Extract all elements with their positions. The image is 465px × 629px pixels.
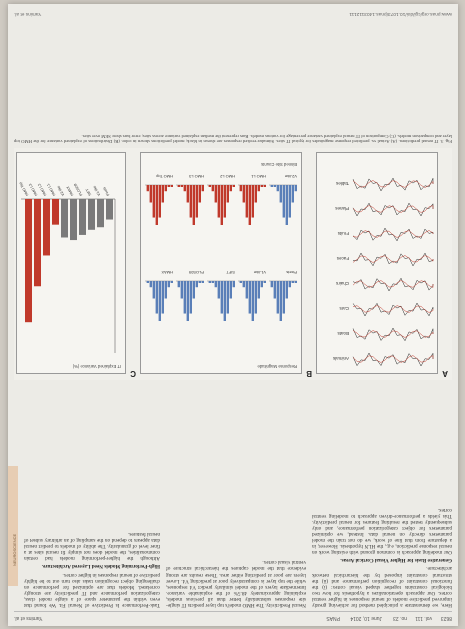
bar-label: HMO Top [18, 181, 30, 197]
histogram-bar [283, 281, 285, 314]
histogram-bar [246, 281, 248, 299]
histogram-bar [227, 281, 229, 314]
bar-label: Pixels [102, 186, 111, 197]
category-label: Faces [336, 256, 349, 261]
journal-date: June 10, 2014 [350, 615, 382, 621]
histogram-bar [153, 281, 155, 299]
histogram-bar [295, 281, 297, 283]
histogram-bar [168, 185, 170, 187]
explained-variance-chart [17, 159, 125, 359]
histogram-bar [181, 185, 183, 187]
histogram-bar [224, 281, 226, 321]
variance-bar [79, 199, 86, 235]
category-label: Cars [339, 306, 349, 311]
histogram-bar [184, 185, 186, 191]
histogram-bar [292, 185, 294, 203]
histogram-bar [150, 185, 152, 203]
histogram-bar [215, 281, 217, 287]
model-trace [353, 356, 433, 363]
histogram-bar [212, 281, 214, 283]
bar-label: HMO L1 [46, 182, 57, 197]
histograms [141, 159, 301, 359]
variance-bar [43, 199, 50, 255]
text-column-left [312, 384, 452, 608]
histogram-bar [224, 185, 226, 218]
histogram-bar [264, 185, 266, 187]
variance-bar [34, 199, 41, 286]
histogram-bar [181, 281, 183, 299]
histogram-bar [252, 281, 254, 321]
histogram-bar [209, 185, 211, 187]
histogram-bar [221, 185, 223, 225]
histogram-bar [202, 185, 204, 191]
text-column-middle [166, 384, 306, 608]
section-heading: High-Performing Models Need Layered Architecture. [41, 563, 160, 570]
panel-b [140, 152, 302, 374]
paragraph: Here, we demonstrate a principled method for achieving greatly improved predictive models of neural responses in higher ventral cortex. Our approach operationalizes a hypothesis for how two biological constraints together shaped visual cortex: (i) the functional constraint of recognition performance and (ii) the structural constraint imposed by the hierarchical network architecture. [312, 565, 452, 608]
neural-trace [353, 178, 433, 191]
histogram-bar [271, 185, 273, 187]
histogram-bar [258, 185, 260, 191]
panel-a [316, 152, 438, 374]
histogram-bar [209, 281, 211, 283]
panel-label-b: B [306, 369, 312, 378]
section-tab [8, 466, 18, 586]
histogram-bar [286, 185, 288, 225]
panel-label-c: C [130, 369, 136, 378]
category-label: Planes [335, 206, 349, 211]
histogram-bar [274, 185, 276, 187]
histogram-label: SIFT [226, 270, 235, 275]
chart-title: IT Explained Variance (%) [72, 364, 121, 369]
paragraph: Our modeling approach is common ground with existing work on neural response prediction, e.g., the HLN hypothesis. However, in a departure from that line of work, we do not train the model parameters directly on neural data. Instead, we optimized parameters for object categorization performance, and only subsequently tested the resulting features for neural predictivity. This yields a performance-driven approach to modeling ventral cortex. [312, 506, 452, 556]
journal-name: PNAS [326, 615, 340, 621]
page-header [14, 611, 452, 624]
model-trace [353, 181, 433, 188]
histogram-label: HMO L3 [189, 174, 204, 179]
histogram-bar [243, 185, 245, 203]
panel-b-footer: Binned Site Counts [261, 162, 297, 167]
category-label: Boats [337, 331, 349, 336]
bar-label: V2-like [56, 184, 66, 197]
variance-bar [70, 199, 77, 240]
histogram-bar [277, 281, 279, 314]
histogram-bar [246, 185, 248, 218]
histogram-bar [159, 281, 161, 321]
variance-bar [97, 199, 104, 227]
neural-trace [353, 253, 433, 266]
histogram-bar [190, 281, 192, 314]
section-heading: Generative Basis for Higher Visual Cortical Areas. [340, 557, 452, 564]
panel-label-a: A [442, 369, 448, 378]
histogram-label: HMAX [161, 270, 173, 275]
panel-b-title: Response Magnitude [257, 364, 297, 369]
paragraph: Task-Performance Is Predictive of Neural Fit. We found that even within the parameter space of a single model class, categorization performance and IT predictivity are strongly correlated. Models that are optimized for performance on challenging object recognition tasks also turn out to be highly predictive of neural responses in higher cortex. [24, 571, 160, 608]
panel-c [16, 152, 126, 374]
histogram-bar [255, 281, 257, 314]
bar-label: V1-like [92, 184, 102, 197]
histogram-bar [196, 281, 198, 287]
footer-author: Yamins et al. [14, 11, 42, 16]
histogram-label: PLOS09 [188, 270, 204, 275]
histogram-bar [261, 185, 263, 187]
histogram-bar [187, 281, 189, 321]
variance-bar [61, 199, 68, 238]
category-label: Chairs [335, 281, 349, 286]
histogram-bar [168, 281, 170, 287]
figure-caption: Fig. 3. IT neural predictions. (A) Actual vs. predicted response magnitudes for typical IT sites. Stimulus-evoked responses are shown in black; model predictions shown in color. (B) Distributions of explained variance for the HMO top layer and comparison models. (C) Comparison of IT neural explained variance percentage for various models. Bars represent the median explained variance across sites; error bars show SEM over sites. [14, 133, 452, 144]
running-author: Yamins et al. [14, 615, 43, 621]
model-trace [353, 256, 433, 263]
figure-3 [14, 148, 452, 380]
histogram-bar [233, 185, 235, 187]
histogram-bar [162, 185, 164, 203]
histogram-bar [190, 185, 192, 218]
histogram-bar [218, 185, 220, 218]
paragraph: Although the higher-performing models had certain commonalities, the model does not simply fit neural sites at a finer level of granularity. The ability of models to predict neural data appears to depend on the sampling of an arbitrary subset of neural features. [24, 530, 160, 562]
histogram-bar [153, 185, 155, 218]
histogram-bar [178, 281, 180, 287]
histogram-bar [289, 281, 291, 287]
histogram-bar [240, 281, 242, 283]
histogram-bar [264, 281, 266, 283]
bar-label: HMAX [65, 185, 75, 197]
histogram-bar [212, 185, 214, 191]
neural-trace [353, 353, 433, 366]
histogram-bar [280, 281, 282, 321]
histogram-bar [156, 185, 158, 225]
histogram-bar [277, 185, 279, 191]
histogram-bar [286, 281, 288, 299]
histogram-bar [249, 281, 251, 314]
text-column-right [24, 384, 160, 608]
histogram-label: Pixels [286, 270, 297, 275]
histogram-bar [283, 185, 285, 218]
histogram-bar [156, 281, 158, 314]
section-tab-label: NEUROSCIENCE [12, 533, 17, 566]
histogram-bar [243, 281, 245, 287]
histogram-bar [165, 185, 167, 191]
variance-bar [88, 199, 95, 230]
histogram-bar [218, 281, 220, 299]
model-trace [353, 331, 433, 338]
model-trace [353, 206, 433, 213]
histogram-bar [199, 281, 201, 283]
histogram-label: V1-like [253, 270, 266, 275]
histogram-bar [150, 281, 152, 287]
page-footer [14, 8, 452, 18]
histogram-bar [147, 185, 149, 191]
category-label: Fruits [337, 231, 349, 236]
histogram-bar [292, 281, 294, 283]
histogram-bar [184, 281, 186, 314]
neural-trace [353, 228, 433, 241]
histogram-bar [227, 185, 229, 203]
histogram-bar [233, 281, 235, 287]
histogram-bar [230, 281, 232, 299]
category-label: Animals [332, 356, 349, 361]
bar-label: HMO L2 [37, 182, 48, 197]
histogram-label: HMO Top [156, 174, 173, 179]
histogram-bar [193, 281, 195, 299]
histogram-bar [193, 185, 195, 225]
neural-trace [353, 203, 433, 216]
histogram-bar [255, 185, 257, 203]
histogram-bar [165, 281, 167, 299]
model-trace [353, 231, 433, 238]
histogram-bar [171, 281, 173, 283]
bar-label: PLOS09 [73, 182, 84, 197]
histogram-bar [252, 185, 254, 218]
doi-link[interactable]: www.pnas.org/cgi/doi/10.1073/pnas.1403112111 [349, 11, 452, 16]
histogram-bar [280, 185, 282, 203]
histogram-label: HMO L1 [251, 174, 266, 179]
response-traces [317, 153, 437, 373]
histogram-bar [271, 281, 273, 287]
histogram-bar [187, 185, 189, 203]
histogram-bar [199, 185, 201, 203]
category-label: Tables [335, 181, 349, 186]
histogram-bar [230, 185, 232, 191]
histogram-bar [215, 185, 217, 203]
histogram-bar [274, 281, 276, 299]
bar-label: SIFT [85, 187, 93, 197]
histogram-bar [295, 185, 297, 191]
histogram-bar [261, 281, 263, 287]
variance-bar [52, 199, 59, 225]
histogram-bar [221, 281, 223, 314]
model-trace [353, 306, 433, 313]
journal-volume: vol. 111 [415, 615, 432, 621]
paragraph: Neural Predictivity. The HMO model's top layer predicts IT single-site responses substantially better than all previous models, explaining approximately 48.5% of the explainable variance. Intermediate layers of the model similarly predict V4 responses, while the top layer is comparatively poor at predicting V4. Lower layers are poor at predicting either area. These results are strong evidence that the model captures the hierarchical structure of ventral visual cortex. [166, 559, 306, 608]
neural-trace [353, 303, 433, 316]
histogram-bar [162, 281, 164, 314]
histogram-bar [249, 185, 251, 225]
histogram-bar [258, 281, 260, 299]
histogram-bar [147, 281, 149, 283]
page-number: 8623 [440, 615, 452, 621]
variance-bar [25, 199, 32, 322]
histogram-bar [178, 185, 180, 187]
variance-bar [106, 199, 113, 220]
histogram-bar [202, 281, 204, 283]
histogram-bar [159, 185, 161, 218]
journal-issue: no. 23 [393, 615, 407, 621]
histogram-bar [289, 185, 291, 218]
journal-page [8, 4, 458, 626]
histogram-bar [171, 185, 173, 187]
histogram-bar [196, 185, 198, 218]
histogram-bar [240, 185, 242, 191]
bar-label: HMO L3 [28, 182, 39, 197]
histogram-label: HMO L2 [220, 174, 235, 179]
histogram-label: V2-like [284, 174, 297, 179]
